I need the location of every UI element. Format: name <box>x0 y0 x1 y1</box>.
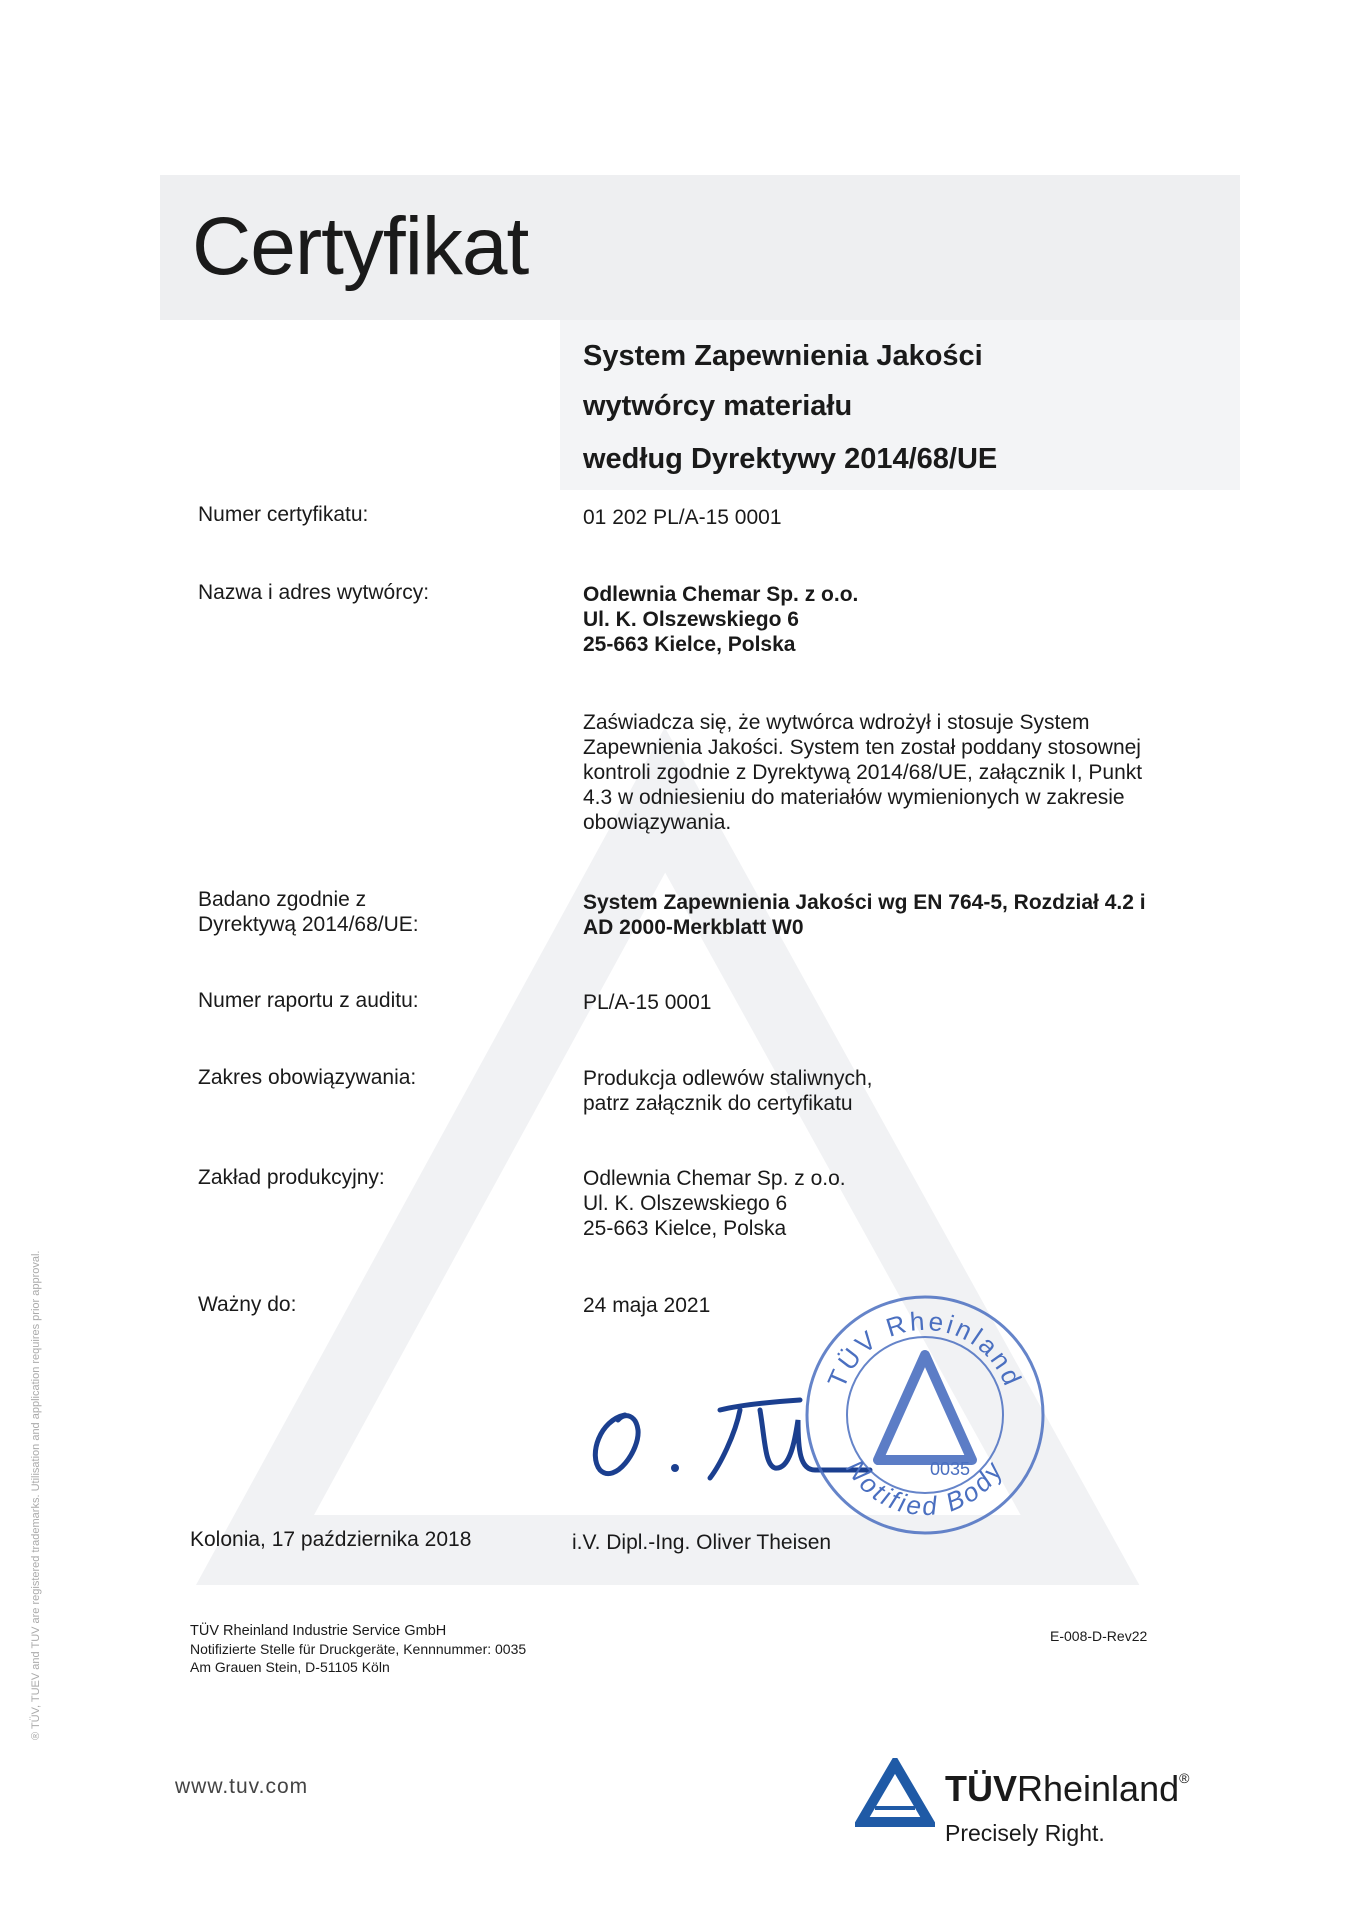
brand-regular: Rheinland <box>1017 1768 1180 1809</box>
brand-registered-mark: ® <box>1179 1770 1190 1786</box>
tested-label <box>198 887 419 937</box>
heading-line-1: System Zapewnienia Jakości <box>583 340 983 372</box>
trademark-side-note: ® TÜV, TUEV and TUV are registered trademarks. Utilisation and application requires prior approval. <box>30 1250 42 1740</box>
statement-line: obowiązywania. <box>583 811 732 834</box>
brand-slogan: Precisely Right. <box>945 1820 1105 1846</box>
footer-line: Am Grauen Stein, D-51105 Köln <box>190 1659 390 1675</box>
statement-text <box>583 710 1142 835</box>
manufacturer-address <box>583 582 858 657</box>
footer-line: Notifizierte Stelle für Druckgeräte, Kennnummer: 0035 <box>190 1641 527 1657</box>
manufacturer-line: 25-663 Kielce, Polska <box>583 633 796 656</box>
heading-line-2: wytwórcy materiału <box>583 390 853 422</box>
plant-line: Odlewnia Chemar Sp. z o.o. <box>583 1167 846 1190</box>
tuv-triangle-logo-icon <box>855 1758 935 1828</box>
tested-label-line: Dyrektywą 2014/68/UE: <box>198 913 419 936</box>
place-date: Kolonia, 17 października 2018 <box>190 1528 472 1551</box>
svg-text:TÜV Rheinland <box>821 1306 1028 1392</box>
stamp-number: 0035 <box>929 1459 971 1479</box>
audit-report-value: PL/A-15 0001 <box>583 991 712 1014</box>
stamp-top-text: TÜV Rheinland <box>821 1305 1029 1392</box>
plant-line: 25-663 Kielce, Polska <box>583 1217 787 1240</box>
tested-value-line: AD 2000-Merkblatt W0 <box>583 916 804 939</box>
tested-value <box>583 890 1146 940</box>
statement-line: Zapewnienia Jakości. System ten został poddany stosownej <box>583 736 1141 759</box>
tested-label-line: Badano zgodnie z <box>198 888 367 911</box>
valid-until-value: 24 maja 2021 <box>583 1294 711 1317</box>
brand-name <box>945 1768 1189 1810</box>
manufacturer-label: Nazwa i adres wytwórcy: <box>198 581 430 604</box>
notified-body-stamp <box>800 1290 1050 1540</box>
document-code: E-008-D-Rev22 <box>1050 1628 1148 1644</box>
plant-address <box>583 1166 846 1241</box>
valid-until-label: Ważny do: <box>198 1293 297 1316</box>
statement-line: Zaświadcza się, że wytwórca wdrożył i stosuje System <box>583 711 1090 734</box>
scope-label: Zakres obowiązywania: <box>198 1066 417 1089</box>
footer-address <box>190 1622 526 1676</box>
cert-number-value: 01 202 PL/A-15 0001 <box>583 506 782 529</box>
statement-line: kontroli zgodnie z Dyrektywą 2014/68/UE, załącznik I, Punkt <box>583 761 1143 784</box>
plant-line: Ul. K. Olszewskiego 6 <box>583 1192 788 1215</box>
heading-line-3: według Dyrektywy 2014/68/UE <box>583 443 998 475</box>
brand-bold: TÜV <box>945 1768 1017 1809</box>
manufacturer-line: Odlewnia Chemar Sp. z o.o. <box>583 583 859 606</box>
stamp-bottom-text: Notified Body <box>840 1454 1010 1522</box>
cert-number-label: Numer certyfikatu: <box>198 503 369 526</box>
footer-line: TÜV Rheinland Industrie Service GmbH <box>190 1623 447 1639</box>
manufacturer-line: Ul. K. Olszewskiego 6 <box>583 608 799 631</box>
plant-label: Zakład produkcyjny: <box>198 1166 385 1189</box>
statement-line: 4.3 w odniesieniu do materiałów wymienionych w zakresie <box>583 786 1125 809</box>
tested-value-line: System Zapewnienia Jakości wg EN 764-5, Rozdział 4.2 i <box>583 891 1146 914</box>
audit-report-label: Numer raportu z auditu: <box>198 989 419 1012</box>
scope-line: Produkcja odlewów staliwnych, <box>583 1067 873 1090</box>
scope-line: patrz załącznik do certyfikatu <box>583 1092 853 1115</box>
signatory: i.V. Dipl.-Ing. Oliver Theisen <box>572 1531 832 1554</box>
scope-value <box>583 1066 872 1116</box>
document-title: Certyfikat <box>192 201 529 292</box>
website-link[interactable]: www.tuv.com <box>175 1775 309 1798</box>
